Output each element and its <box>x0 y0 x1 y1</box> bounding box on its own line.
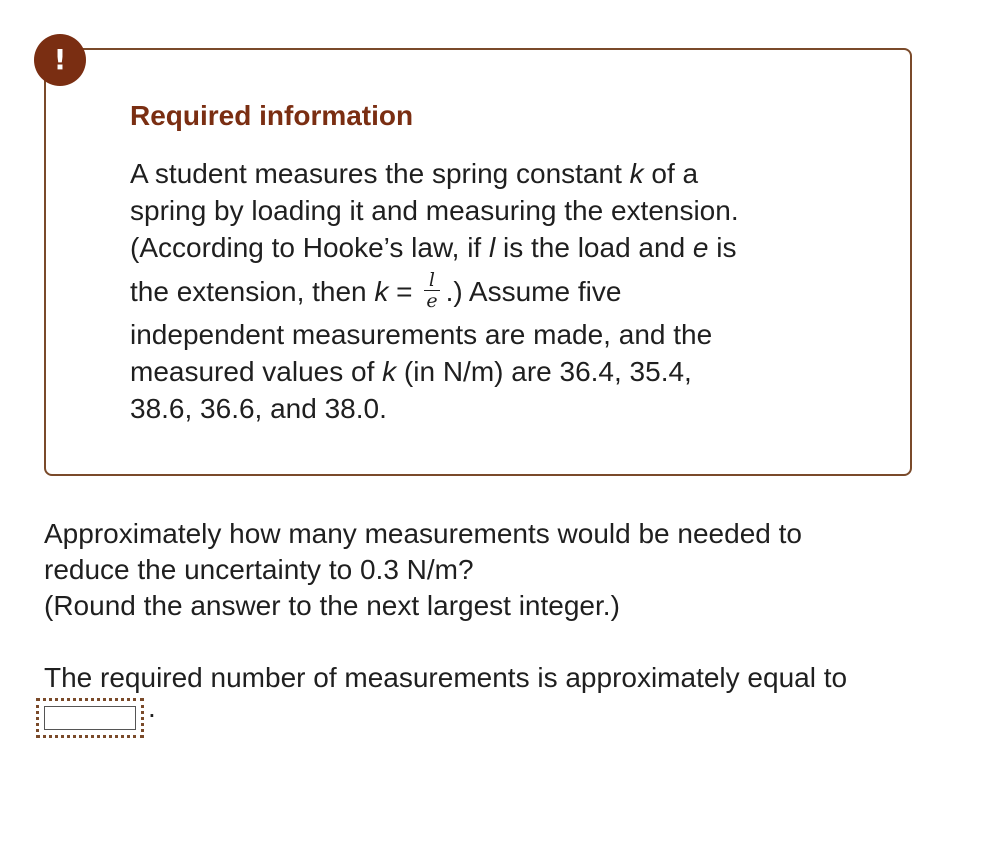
info-line-5: independent measurements are made, and the <box>130 319 713 350</box>
info-line-7: 38.6, 36.6, and 38.0. <box>130 393 387 424</box>
question-line-3: (Round the answer to the next largest integer.) <box>44 590 620 621</box>
question-text <box>44 516 964 624</box>
info-line-6: measured values of k (in N/m) are 36.4, 35.4, <box>130 356 692 387</box>
info-line-3: (According to Hooke’s law, if l is the load and e is <box>130 232 737 263</box>
info-title: Required information <box>130 100 414 131</box>
fraction-l-over-e <box>424 270 439 311</box>
var-k: k <box>629 158 644 189</box>
fraction-numerator: l <box>424 270 439 291</box>
info-line-1: A student measures the spring constant k of a <box>130 158 699 189</box>
exclamation-icon: ! <box>34 34 86 86</box>
var-k: k <box>382 356 397 387</box>
question-line-2: reduce the uncertainty to 0.3 N/m? <box>44 554 474 585</box>
answer-input[interactable] <box>44 706 136 730</box>
answer-suffix: . <box>148 692 156 723</box>
answer-input-focus-ring[interactable] <box>36 698 144 738</box>
answer-prompt: The required number of measurements is approximately equal to <box>44 662 848 693</box>
var-e: e <box>692 232 709 263</box>
var-k: k <box>374 276 389 307</box>
var-l: l <box>488 232 496 263</box>
info-body <box>130 155 850 427</box>
info-line-2: spring by loading it and measuring the extension. <box>130 195 739 226</box>
question-line-1: Approximately how many measurements would be needed to <box>44 518 802 549</box>
info-line-4: the extension, then k = $\frac{l}{e}$ .) Assume five <box>130 269 622 313</box>
fraction-denominator: e <box>426 290 438 313</box>
